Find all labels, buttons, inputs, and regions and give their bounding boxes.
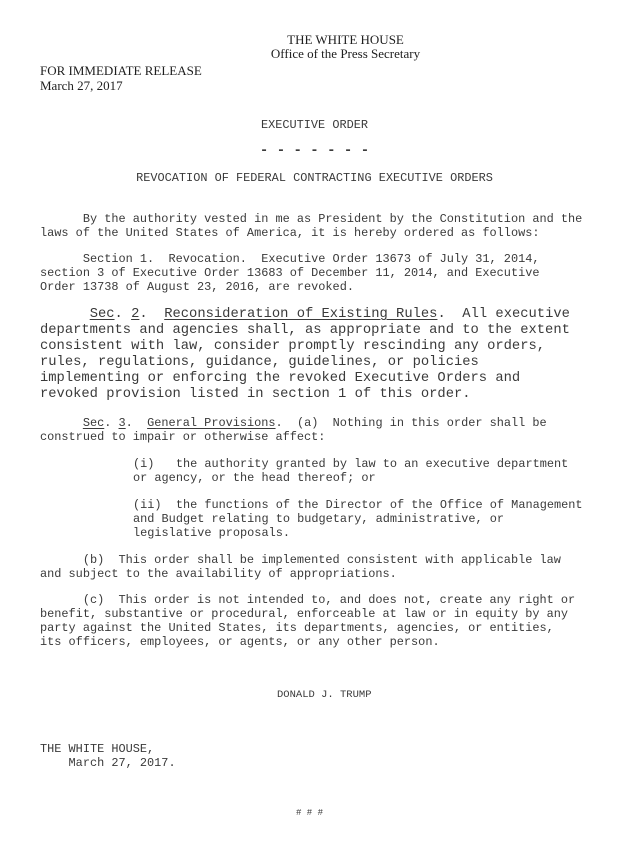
closing-place: THE WHITE HOUSE, xyxy=(40,742,155,756)
item-ii-line: legislative proposals. xyxy=(133,526,290,540)
section3-line: construed to impair or otherwise affect: xyxy=(40,430,326,444)
section2-heading: Reconsideration of Existing Rules xyxy=(164,307,438,322)
section1-line: Section 1. Revocation. Executive Order 13673 of July 31, 2014, xyxy=(40,252,540,266)
para-c-line: its officers, employees, or agents, or any other person. xyxy=(40,635,440,649)
section3-first-line-rest: . (a) Nothing in this order shall be xyxy=(275,416,547,430)
section3-number: 3 xyxy=(118,416,126,430)
section1-line: section 3 of Executive Order 13683 of December 11, 2014, and Executive xyxy=(40,266,540,280)
header-office: Office of the Press Secretary xyxy=(270,46,421,61)
end-mark: # # # xyxy=(296,808,324,818)
section2-sec-label: Sec xyxy=(89,307,115,322)
section2-line: consistent with law, consider promptly rescinding any orders, xyxy=(40,339,546,354)
item-ii-line: (ii) the functions of the Director of the Office of Management xyxy=(133,498,583,512)
closing-date: March 27, 2017. xyxy=(40,756,176,770)
para-b-line: and subject to the availability of appropriations. xyxy=(40,567,397,581)
section2-line: implementing or enforcing the revoked Executive Orders and xyxy=(40,371,521,386)
signature: DONALD J. TRUMP xyxy=(277,689,372,701)
para-b-line: (b) This order shall be implemented consistent with applicable law xyxy=(40,553,561,567)
section2-line: revoked provision listed in section 1 of this order. xyxy=(40,387,471,402)
item-i-line: or agency, or the head thereof; or xyxy=(133,471,376,485)
para-c-line: (c) This order is not intended to, and does not, create any right or xyxy=(40,593,576,607)
item-i-line: (i) the authority granted by law to an executive department xyxy=(133,457,569,471)
section2-heading-line: Sec. 2. Reconsideration of Existing Rules. All executive xyxy=(89,307,570,322)
section1-line: Order 13738 of August 23, 2016, are revoked. xyxy=(40,280,354,294)
header-org: THE WHITE HOUSE xyxy=(287,32,404,47)
release-label: FOR IMMEDIATE RELEASE xyxy=(40,63,202,78)
section2-line: rules, regulations, guidance, guidelines, or policies xyxy=(40,355,479,370)
section2-first-line-rest: . All executive xyxy=(437,307,570,322)
section2-number: 2 xyxy=(131,307,140,322)
para-c-line: party against the United States, its departments, agencies, or entities, xyxy=(40,621,554,635)
para-c-line: benefit, substantive or procedural, enforceable at law or in equity by any xyxy=(40,607,569,621)
release-date: March 27, 2017 xyxy=(40,78,123,93)
section3-sec-label: Sec xyxy=(82,416,105,430)
section3-heading-line: Sec. 3. General Provisions. (a) Nothing in this order shall be xyxy=(82,416,547,430)
order-separator: - - - - - - - xyxy=(259,143,370,159)
preamble-line: laws of the United States of America, it is hereby ordered as follows: xyxy=(40,226,540,240)
order-type: EXECUTIVE ORDER xyxy=(260,118,369,132)
order-title: REVOCATION OF FEDERAL CONTRACTING EXECUTIVE ORDERS xyxy=(136,171,493,185)
preamble-line: By the authority vested in me as President by the Constitution and the xyxy=(40,212,583,226)
section3-heading: General Provisions xyxy=(147,416,276,430)
item-ii-line: and Budget relating to budgetary, administrative, or xyxy=(133,512,505,526)
section2-line: departments and agencies shall, as appropriate and to the extent xyxy=(40,323,570,338)
